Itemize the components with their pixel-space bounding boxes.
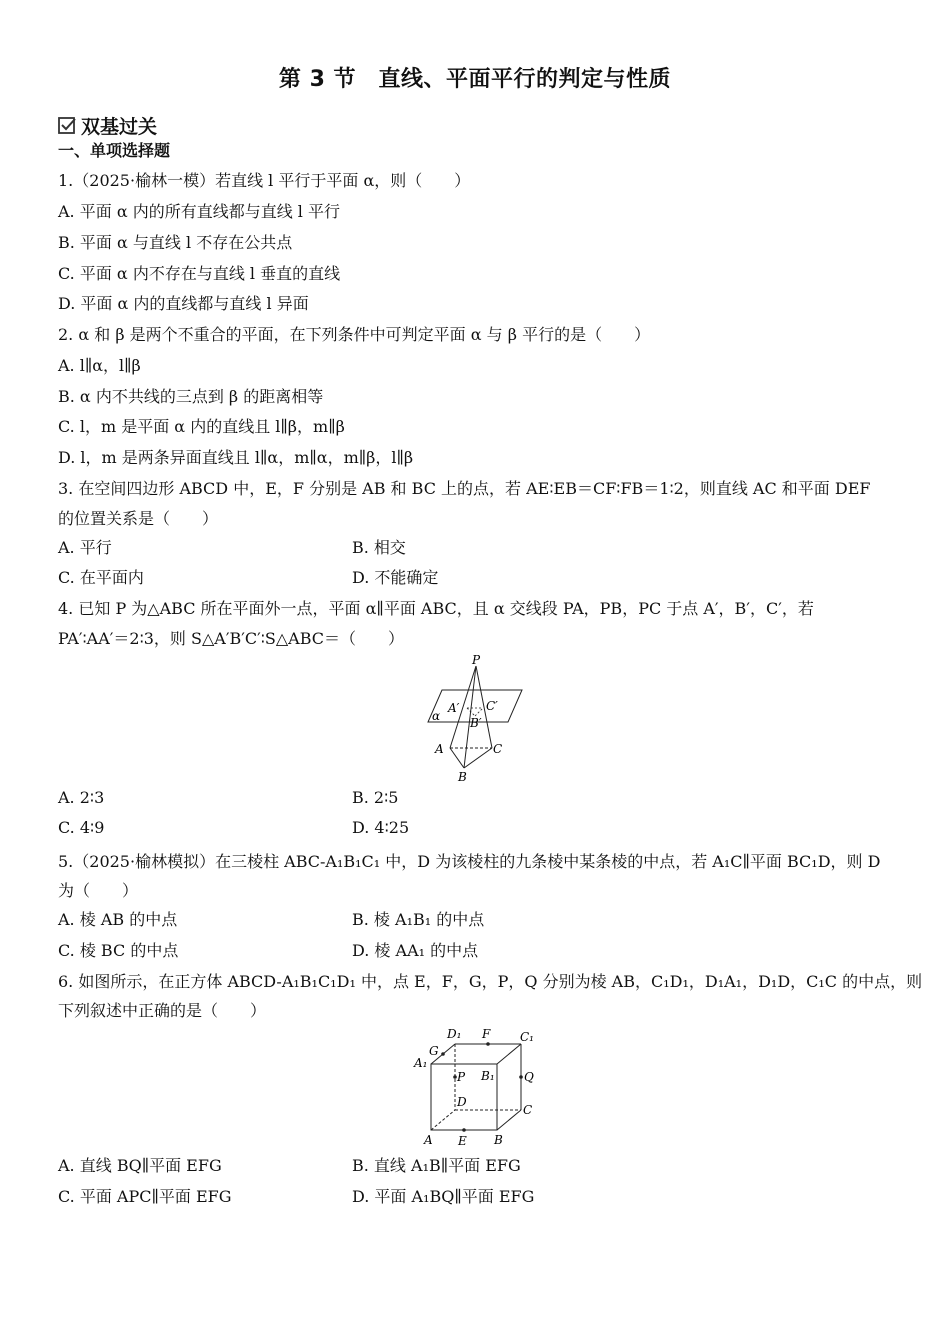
q2-stem: 2. α 和 β 是两个不重合的平面，在下列条件中可判定平面 α 与 β 平行的是（ ） [58, 325, 651, 344]
q1-option-a: A. 平面 α 内的所有直线都与直线 l 平行 [58, 202, 340, 221]
q2-option-d: D. l，m 是两条异面直线且 l∥α，m∥α，m∥β，l∥β [58, 448, 414, 467]
label-c: C [523, 1103, 533, 1117]
page-title: 第 3 节 直线、平面平行的判定与性质 [278, 67, 672, 92]
label-alpha: α [432, 709, 441, 723]
q1-stem: 1.（2025·榆林一模）若直线 l 平行于平面 α，则（ ） [58, 171, 471, 190]
label-d: D [457, 1095, 467, 1109]
q6-stem-line2: 下列叙述中正确的是（ ） [58, 1001, 267, 1020]
checkbox-icon [57, 116, 77, 136]
label-p: P [457, 1070, 466, 1084]
subsection-title: 一、单项选择题 [58, 141, 171, 160]
q4-stem-line2: PA′∶AA′＝2∶3，则 S△A′B′C′∶S△ABC＝（ ） [58, 629, 405, 648]
label-a1: A₁ [414, 1056, 428, 1070]
q4-stem-line1: 4. 已知 P 为△ABC 所在平面外一点，平面 α∥平面 ABC，且 α 交线段 PA，PB，PC 于点 A′，B′，C′，若 [58, 599, 814, 618]
q3-option-c: C. 在平面内 [58, 568, 144, 587]
q4-option-c: C. 4∶9 [58, 818, 105, 837]
q5-option-c: C. 棱 BC 的中点 [58, 941, 179, 960]
label-f: F [482, 1027, 491, 1041]
q5-stem-line2: 为（ ） [58, 881, 139, 900]
q3-option-b: B. 相交 [352, 538, 406, 557]
q3-stem-line1: 3. 在空间四边形 ABCD 中，E，F 分别是 AB 和 BC 上的点，若 AE∶EB＝CF∶FB＝1∶2，则直线 AC 和平面 DEF [58, 479, 871, 498]
q6-option-b: B. 直线 A₁B∥平面 EFG [352, 1156, 521, 1175]
label-b1: B₁ [481, 1069, 495, 1083]
q5-option-a: A. 棱 AB 的中点 [58, 910, 178, 929]
label-a: A [424, 1133, 433, 1147]
label-c: C [493, 742, 503, 756]
label-c1: C₁ [520, 1030, 534, 1044]
q6-stem-line1: 6. 如图所示，在正方体 ABCD-A₁B₁C₁D₁ 中，点 E，F，G，P，Q 分别为棱 AB，C₁D₁，D₁A₁，D₁D，C₁C 的中点，则 [58, 972, 923, 991]
q1-option-d: D. 平面 α 内的直线都与直线 l 异面 [58, 294, 309, 313]
q3-option-d: D. 不能确定 [352, 568, 439, 587]
section-title: 双基过关 [81, 116, 158, 138]
section-heading [57, 112, 157, 139]
q1-option-b: B. 平面 α 与直线 l 不存在公共点 [58, 233, 293, 252]
label-q: Q [524, 1070, 534, 1084]
label-b: B [458, 770, 467, 784]
label-b: B [494, 1133, 503, 1147]
label-c-prime: C′ [486, 699, 498, 713]
label-e: E [458, 1134, 467, 1148]
label-p: P [472, 653, 481, 667]
q2-option-b: B. α 内不共线的三点到 β 的距离相等 [58, 387, 324, 406]
label-d1: D₁ [447, 1027, 462, 1041]
q1-option-c: C. 平面 α 内不存在与直线 l 垂直的直线 [58, 264, 341, 283]
q5-stem-line1: 5.（2025·榆林模拟）在三棱柱 ABC-A₁B₁C₁ 中，D 为该棱柱的九条棱中某条棱的中点，若 A₁C∥平面 BC₁D，则 D [58, 852, 881, 871]
label-a: A [435, 742, 444, 756]
q4-option-a: A. 2∶3 [58, 788, 105, 807]
label-b-prime: B′ [470, 716, 482, 730]
q3-option-a: A. 平行 [58, 538, 112, 557]
q6-option-c: C. 平面 APC∥平面 EFG [58, 1187, 232, 1206]
q4-option-d: D. 4∶25 [352, 818, 410, 837]
label-a-prime: A′ [448, 701, 460, 715]
q5-option-d: D. 棱 AA₁ 的中点 [352, 941, 479, 960]
q2-option-c: C. l，m 是平面 α 内的直线且 l∥β，m∥β [58, 417, 345, 436]
cube-figure [410, 1022, 545, 1150]
pyramid-figure [420, 650, 530, 785]
q2-option-a: A. l∥α，l∥β [58, 356, 141, 375]
q3-stem-line2: 的位置关系是（ ） [58, 509, 219, 528]
q6-option-d: D. 平面 A₁BQ∥平面 EFG [352, 1187, 535, 1206]
q6-option-a: A. 直线 BQ∥平面 EFG [58, 1156, 222, 1175]
label-g: G [429, 1044, 439, 1058]
q4-option-b: B. 2∶5 [352, 788, 399, 807]
q5-option-b: B. 棱 A₁B₁ 的中点 [352, 910, 485, 929]
